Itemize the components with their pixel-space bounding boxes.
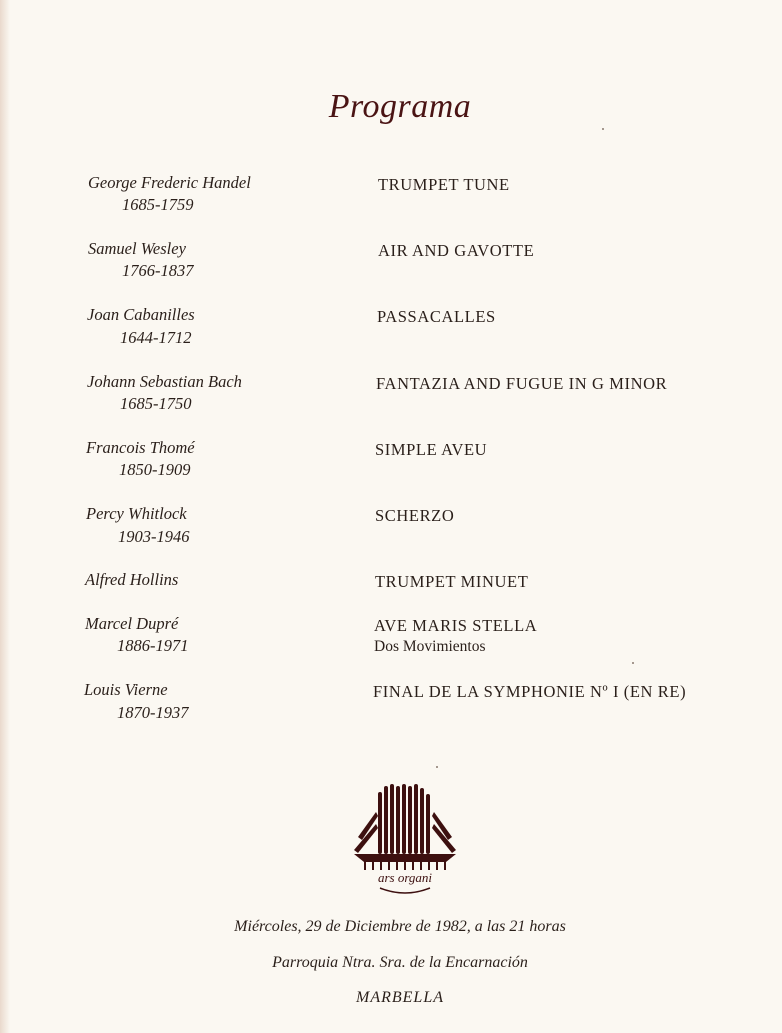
composer-dates: 1850-1909: [119, 460, 191, 479]
page-title: Programa: [328, 88, 472, 125]
composer-dates: 1644-1712: [120, 328, 192, 347]
work-title: TRUMPET TUNE: [378, 175, 510, 194]
composer-name: Louis Vierne: [84, 680, 168, 699]
work-subtitle: Dos Movimientos: [374, 638, 486, 655]
paper-speck: [602, 128, 604, 130]
organ-pipes-icon: [350, 782, 460, 902]
composer-name: George Frederic Handel: [88, 173, 251, 192]
composer-name: Francois Thomé: [86, 438, 195, 457]
composer-name: Joan Cabanilles: [87, 305, 195, 324]
composer-name: Alfred Hollins: [85, 570, 179, 589]
work-title: AVE MARIS STELLA: [374, 616, 538, 635]
page-edge-shadow: [0, 0, 10, 1033]
logo-text: ars organi: [377, 870, 433, 885]
work-title: AIR AND GAVOTTE: [378, 241, 535, 260]
paper-speck: [632, 662, 634, 664]
composer-dates: 1766-1837: [122, 261, 194, 280]
composer-dates: 1886-1971: [117, 636, 189, 655]
composer-dates: 1685-1759: [122, 195, 194, 214]
composer-name: Percy Whitlock: [86, 504, 187, 523]
work-title: SCHERZO: [375, 506, 455, 525]
composer-name: Samuel Wesley: [88, 239, 186, 258]
composer-dates: 1685-1750: [120, 394, 192, 413]
work-title: PASSACALLES: [377, 307, 496, 326]
composer-dates: 1903-1946: [118, 527, 190, 546]
concert-city: MARBELLA: [356, 989, 444, 1006]
work-title: FANTAZIA AND FUGUE IN G MINOR: [376, 374, 668, 393]
composer-name: Marcel Dupré: [85, 614, 179, 633]
work-title: SIMPLE AVEU: [375, 440, 488, 459]
composer-dates: 1870-1937: [117, 703, 189, 722]
work-title: FINAL DE LA SYMPHONIE Nº I (EN RE): [373, 682, 687, 701]
work-title: TRUMPET MINUET: [375, 572, 529, 591]
composer-name: Johann Sebastian Bach: [87, 372, 242, 391]
concert-date: Miércoles, 29 de Diciembre de 1982, a las 21 horas: [234, 918, 566, 935]
concert-venue: Parroquia Ntra. Sra. de la Encarnación: [272, 954, 528, 971]
paper-speck: [436, 766, 438, 768]
